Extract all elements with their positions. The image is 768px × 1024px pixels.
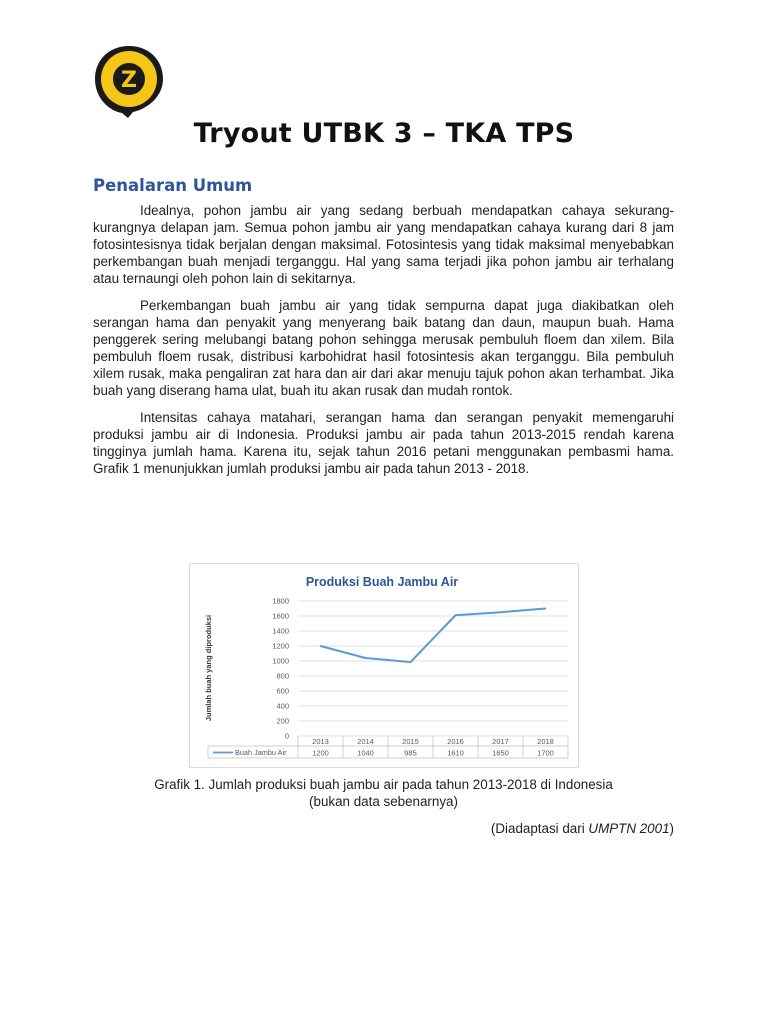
source-suffix: ) [669,821,674,836]
y-tick-label: 200 [276,716,289,726]
y-tick-label: 1000 [272,656,289,666]
y-tick-label: 400 [276,701,289,711]
legend-label: Buah Jambu Air [235,748,287,757]
y-tick-label: 1200 [272,641,289,651]
paragraph: Perkembangan buah jambu air yang tidak sempurna dapat juga diakibatkan oleh serangan hama dan penyakit yang menyerang baik batang dan daun, maupun buah. Hama penggerek sering melubangi batang pohon sehingga merusak pembuluh floem dan xilem. Bila pembuluh floem rusak, distribusi karbohidrat hasil fotosintesis akan terganggu. Bila pembuluh xilem rusak, maka pengaliran zat hara dan air dari akar menuju tajuk pohon akan terhambat. Jika buah yang diserang hama ulat, buah itu akan rusak dan mudah rontok. [93,298,674,398]
data-point [410,661,412,663]
data-point [500,611,502,613]
logo-letter: Z [121,68,137,93]
figure-caption [93,776,674,810]
line-chart [190,564,578,767]
y-tick-label: 1600 [272,611,289,621]
data-point [320,645,322,647]
y-tick-label: 1800 [272,596,289,606]
data-point [455,614,457,616]
page-title: Tryout UTBK 3 – TKA TPS [193,118,575,149]
series-line-buah-jambu-air [321,609,546,663]
data-table-value: 1650 [492,748,509,758]
section-heading: Penalaran Umum [93,176,253,195]
data-point [365,657,367,659]
data-table-value: 1200 [312,748,329,758]
data-table-value: 1040 [357,748,374,758]
x-tick-label: 2017 [492,737,509,746]
body-text [93,202,674,487]
x-tick-label: 2013 [312,737,329,746]
x-tick-label: 2015 [402,737,419,746]
y-tick-label: 800 [276,671,289,681]
source-citation [93,820,674,837]
y-tick-label: 0 [284,731,289,741]
paragraph: Intensitas cahaya matahari, serangan hama dan serangan penyakit memengaruhi produksi jambu air di Indonesia. Produksi jambu air pada tahun 2013-2015 rendah karena tingginya jumlah hama. Karena itu, sejak tahun 2016 petani menggunakan pembasmi hama. Grafik 1 menunjukkan jumlah produksi jambu air pada tahun 2013 - 2018. [93,410,674,476]
x-tick-label: 2014 [357,737,374,746]
data-table-value: 985 [404,748,417,758]
source-prefix: (Diadaptasi dari [490,821,589,836]
paragraph: Idealnya, pohon jambu air yang sedang berbuah mendapatkan cahaya sekurang-kurangnya delapan jam. Semua pohon jambu air yang mendapatkan cahaya kurang dari 8 jam fotosintesisnya tidak berjalan dengan maksimal. Fotosintesis yang tidak maksimal menyebabkan perkembangan buah menjadi terganggu. Hal yang sama terjadi jika pohon jambu air terhalang atau ternaungi oleh pohon lain di sekitarnya. [93,203,674,286]
y-tick-label: 600 [276,686,289,696]
chart-title: Produksi Buah Jambu Air [305,575,459,589]
data-table-value: 1610 [447,748,464,758]
x-tick-label: 2016 [447,737,464,746]
logo [92,43,166,119]
y-tick-label: 1400 [272,626,289,636]
data-point [545,608,547,610]
chart-figure [189,563,579,768]
y-axis-label: Jumlah buah yang diproduksi [204,614,213,722]
x-tick-label: 2018 [537,737,554,746]
data-table-value: 1700 [537,748,554,758]
caption-line: Grafik 1. Jumlah produksi buah jambu air pada tahun 2013-2018 di Indonesia [154,777,613,792]
source-title: UMPTN 2001 [588,821,670,836]
caption-note: (bukan data sebenarnya) [309,794,458,809]
